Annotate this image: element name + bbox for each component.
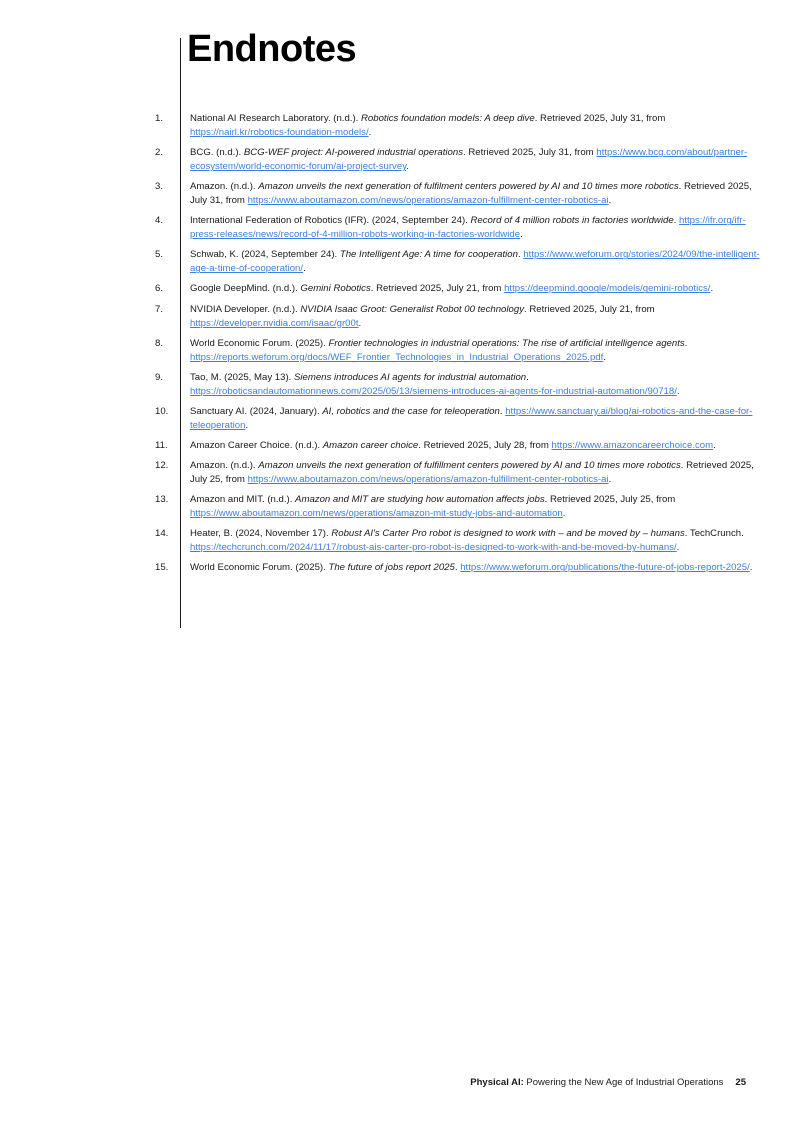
endnote-item	[140, 180, 760, 208]
endnote-number: 3.	[155, 181, 164, 193]
endnote-period: .	[520, 229, 523, 241]
endnote-title: The future of jobs report 2025	[328, 562, 455, 574]
endnote-period: .	[368, 127, 372, 138]
endnote-number: 1.	[155, 113, 164, 124]
endnote-item	[140, 112, 760, 140]
endnote-link[interactable]: https://ifr.org/ifr-press-releases/news/record-of-4-million-robots-working-in-factories-worldwide	[190, 215, 746, 241]
endnote-number: 15.	[155, 562, 169, 574]
endnote-title: The Intelligent Age: A time for cooperation	[339, 249, 518, 261]
endnote-retrieval: .	[454, 562, 461, 574]
endnote-item	[140, 459, 760, 487]
endnote-period: .	[608, 195, 612, 207]
endnote-author: Sanctuary AI. (2024, January).	[190, 405, 323, 417]
endnote-retrieval: . TechCrunch.	[684, 528, 744, 540]
endnote-period: .	[406, 161, 409, 173]
endnote-title: Record of 4 million robots in factories worldwide	[470, 215, 674, 227]
endnote-link[interactable]: https://www.aboutamazon.com/news/operations/amazon-fulfillment-center-robotics-ai	[247, 474, 609, 486]
endnote-retrieval: . Retrieved 2025, July 28, from	[418, 439, 552, 451]
endnote-author: Amazon Career Choice. (n.d.).	[190, 439, 323, 451]
endnote-text	[190, 405, 760, 433]
endnote-period: .	[608, 474, 612, 486]
endnote-retrieval: .	[673, 215, 679, 227]
endnote-author: Tao, M. (2025, May 13).	[190, 371, 294, 383]
endnote-item	[140, 405, 760, 433]
endnote-link[interactable]: https://www.sanctuary.ai/blog/ai-robotics-and-the-case-for-teleoperation	[190, 405, 753, 431]
endnote-retrieval: . Retrieved 2025, July 21, from	[524, 303, 655, 315]
page-number: 25	[735, 1077, 746, 1088]
endnote-number: 5.	[155, 249, 164, 261]
endnote-period: .	[603, 351, 606, 363]
endnote-title: Amazon unveils the next generation of fulfillment centers powered by AI and 10 times more robotics	[258, 460, 681, 472]
endnote-retrieval: .	[526, 371, 529, 383]
endnote-title: Robotics foundation models: A deep dive	[361, 113, 535, 124]
endnote-link[interactable]: https://deepmind.google/models/gemini-robotics/	[504, 283, 711, 295]
endnote-period: .	[713, 439, 716, 451]
endnote-number: 12.	[155, 460, 169, 472]
endnote-item	[140, 371, 760, 399]
endnote-link[interactable]: https://reports.weforum.org/docs/WEF_Frontier_Technologies_in_Industrial_Operations_2025.pdf	[190, 351, 604, 363]
endnote-retrieval: .	[517, 249, 524, 261]
endnote-item	[140, 527, 760, 555]
endnote-link[interactable]: https://www.weforum.org/publications/the-future-of-jobs-report-2025/	[460, 562, 750, 574]
endnote-period: .	[749, 562, 753, 574]
footer-report-title: Powering the New Age of Industrial Operations	[523, 1077, 724, 1088]
endnote-text	[190, 248, 760, 276]
endnote-author: Google DeepMind. (n.d.).	[190, 283, 301, 295]
endnote-item	[140, 439, 760, 453]
endnote-link[interactable]: https://developer.nvidia.com/isaac/gr00t	[190, 317, 359, 329]
endnote-title: Siemens introduces AI agents for industrial automation	[293, 371, 527, 383]
endnote-retrieval: . Retrieved 2025, July 25, from	[190, 460, 754, 486]
endnote-retrieval: . Retrieved 2025, July 31, from	[534, 113, 666, 124]
endnote-number: 4.	[155, 215, 164, 227]
endnote-retrieval: . Retrieved 2025, July 25, from	[544, 494, 676, 506]
endnote-item	[140, 303, 760, 331]
endnote-number: 7.	[155, 303, 164, 315]
endnote-retrieval: . Retrieved 2025, July 31, from	[190, 181, 752, 207]
endnote-title: BCG-WEF project: AI-powered industrial operations	[243, 147, 463, 159]
endnote-title: Amazon and MIT are studying how automation affects jobs	[295, 494, 545, 506]
endnote-period: .	[562, 508, 566, 520]
endnote-link[interactable]: https://www.aboutamazon.com/news/operations/amazon-mit-study-jobs-and-automation	[190, 508, 563, 520]
endnote-text	[190, 282, 760, 296]
endnote-author: National AI Research Laboratory. (n.d.).	[190, 113, 361, 124]
endnote-author: Amazon and MIT. (n.d.).	[190, 494, 296, 506]
endnote-title: Robust AI's Carter Pro robot is designed to work with – and be moved by – humans	[331, 528, 685, 540]
endnote-title: Gemini Robotics	[300, 283, 371, 295]
endnote-number: 14.	[155, 528, 169, 540]
endnote-number: 11.	[155, 439, 168, 451]
endnote-text	[190, 561, 760, 575]
endnote-author: World Economic Forum. (2025).	[190, 337, 329, 349]
endnote-period: .	[710, 283, 714, 295]
endnote-link[interactable]: https://roboticsandautomationnews.com/2025/05/13/siemens-introduces-ai-agents-for-industrial-automation/90718/	[190, 385, 677, 397]
endnote-title: Amazon unveils the next generation of fulfilment centers powered by AI and 10 times more robotics	[258, 181, 679, 193]
endnote-number: 2.	[155, 147, 164, 159]
endnote-retrieval: .	[499, 405, 506, 417]
endnote-text	[190, 180, 760, 208]
endnote-item	[140, 337, 760, 365]
endnote-number: 9.	[155, 371, 164, 383]
footer-report-title-strong: Physical AI:	[470, 1077, 524, 1088]
endnote-text	[190, 439, 760, 453]
endnote-item	[140, 214, 760, 242]
endnote-text	[190, 493, 760, 521]
endnote-number: 8.	[155, 337, 164, 349]
endnote-author: Amazon. (n.d.).	[190, 181, 259, 193]
endnote-text	[190, 337, 760, 365]
endnote-item	[140, 282, 760, 296]
endnote-number: 6.	[155, 283, 164, 295]
endnote-number: 13.	[155, 494, 169, 506]
endnote-author: BCG. (n.d.).	[190, 147, 244, 159]
endnotes-list	[140, 112, 760, 581]
endnote-period: .	[358, 317, 362, 329]
endnote-text	[190, 527, 760, 555]
endnote-item	[140, 146, 760, 174]
endnote-retrieval: . Retrieved 2025, July 21, from	[370, 283, 505, 295]
endnote-title: Frontier technologies in industrial operations: The rise of artificial intelligence agents	[328, 337, 685, 349]
endnote-link[interactable]: https://www.amazoncareerchoice.com	[551, 439, 714, 451]
endnote-title: Amazon career choice	[322, 439, 419, 451]
endnote-author: Schwab, K. (2024, September 24).	[190, 249, 340, 261]
endnote-link[interactable]: https://www.bcg.com/about/partner-ecosystem/world-economic-forum/ai-project-survey	[190, 147, 748, 173]
endnote-author: Amazon. (n.d.).	[190, 460, 259, 472]
endnote-retrieval: . Retrieved 2025, July 31, from	[463, 147, 597, 159]
endnote-text	[190, 112, 760, 140]
endnote-author: NVIDIA Developer. (n.d.).	[190, 303, 301, 315]
endnote-author: World Economic Forum. (2025).	[190, 562, 329, 574]
endnote-text	[190, 371, 760, 399]
endnote-text	[190, 214, 760, 242]
endnote-author: International Federation of Robotics (IFR). (2024, September 24).	[190, 215, 471, 227]
endnote-item	[140, 561, 760, 575]
endnote-link[interactable]: https://techcrunch.com/2024/11/17/robust-ais-carter-pro-robot-is-designed-to-work-with-and-be-moved-by-humans/	[190, 542, 677, 554]
endnote-period: .	[303, 263, 306, 275]
endnote-text	[190, 303, 760, 331]
endnote-period: .	[676, 385, 680, 397]
endnote-text	[190, 459, 760, 487]
endnote-item	[140, 248, 760, 276]
endnote-item	[140, 493, 760, 521]
endnote-number: 10.	[155, 405, 169, 417]
endnote-title: NVIDIA Isaac Groot: Generalist Robot 00 technology	[300, 303, 524, 315]
page-title: Endnotes	[187, 28, 357, 70]
endnote-author: Heater, B. (2024, November 17).	[190, 528, 332, 540]
page-footer	[470, 1077, 746, 1088]
endnote-link[interactable]: https://nairl.kr/robotics-foundation-models/	[190, 127, 369, 138]
endnote-retrieval: .	[684, 337, 688, 349]
endnote-period: .	[245, 419, 249, 431]
endnote-link[interactable]: https://www.weforum.org/stories/2024/09/the-intelligent-age-a-time-of-cooperation/	[190, 249, 760, 275]
endnote-title: AI, robotics and the case for teleoperation	[322, 405, 500, 417]
endnote-text	[190, 146, 760, 174]
endnote-period: .	[676, 542, 680, 554]
endnote-link[interactable]: https://www.aboutamazon.com/news/operations/amazon-fulfillment-center-robotics-ai	[247, 195, 609, 207]
